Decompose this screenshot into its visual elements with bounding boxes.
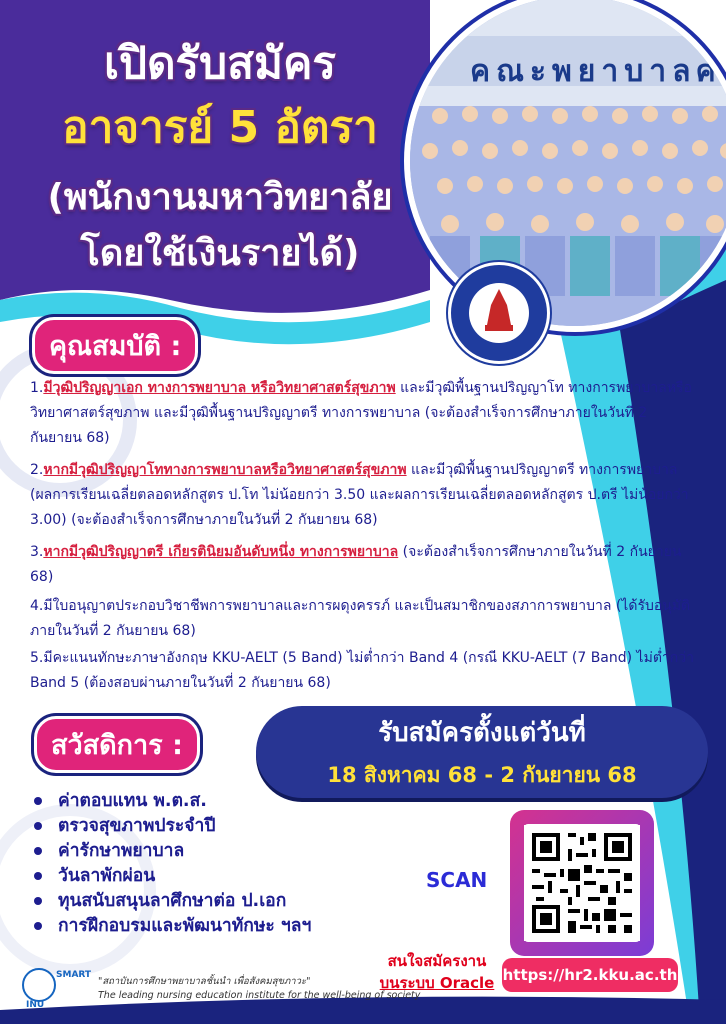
application-heading: รับสมัครตั้งแต่วันที่: [378, 718, 586, 748]
qualification-text: มีใบอนุญาตประกอบวิชาชีพการพยาบาลและการผดุงครรภ์ และเป็นสมาชิกของสภาการพยาบาล (ได้รับอนุมัติภายในวันที่ 2 กันยายน 68): [30, 598, 691, 639]
qualification-text: มีคะแนนทักษะภาษาอังกฤษ KKU-AELT (5 Band) ไม่ต่ำกว่า Band 4 (กรณี KKU-AELT (7 Band) ไม่ต่ำกว่า Band 5 (ต้องสอบผ่านภายในวันที่ 2 กันยายน 68): [30, 650, 694, 691]
benefit-label: ค่ารักษาพยาบาล: [58, 841, 185, 861]
building-sign-text: คณะพยาบาลศ: [470, 54, 722, 89]
inu-smart-logo-icon: [22, 968, 56, 1002]
bullet-icon: [34, 872, 42, 880]
bullet-icon: [34, 822, 42, 830]
qualification-item-3: [30, 540, 698, 590]
benefit-label: ค่าตอบแทน พ.ต.ส.: [58, 791, 207, 811]
qualification-item-4: [30, 594, 698, 644]
qr-code[interactable]: [524, 824, 640, 942]
nursing-seal-logo: [448, 262, 550, 364]
benefit-item: [34, 861, 155, 889]
qualification-item-2: [30, 458, 698, 533]
qualification-text: (จะต้องสำเร็จการศึกษาภายในวันที่ 2 กันยายน 68): [30, 544, 682, 585]
benefit-item: [34, 886, 286, 914]
benefit-item: [34, 911, 311, 939]
interest-line-2: บนระบบ Oracle: [379, 974, 495, 992]
qualification-item-5: [30, 646, 698, 696]
logo-line-1: INU: [26, 1000, 45, 1010]
interest-line-1: สนใจสมัครงาน: [387, 952, 487, 970]
footer-logo-text: [26, 1000, 44, 1011]
qualification-number: 3.: [30, 544, 44, 560]
bullet-icon: [34, 897, 42, 905]
benefit-item: [34, 836, 184, 864]
title-line-2: อาจารย์ 5 อัตรา: [62, 102, 378, 153]
qualification-text: และมีวุฒิพื้นฐานปริญญาตรี ทางการพยาบาล (ผลการเรียนเฉลี่ยตลอดหลักสูตร ป.โท ไม่น้อยกว่า 3.50 และผลการเรียนเฉลี่ยตลอดหลักสูตร ป.ตรี ไม่น้อยกว่า 3.00) (จะต้องสำเร็จการศึกษาภายในวันที่ 2 กันยายน 68): [30, 462, 689, 528]
qualification-number: 2.: [30, 462, 44, 478]
qualifications-heading: คุณสมบัติ :: [32, 317, 198, 374]
title-line-3: (พนักงานมหาวิทยาลัย: [47, 177, 393, 218]
benefit-item: [34, 786, 207, 814]
bullet-icon: [34, 797, 42, 805]
benefit-label: ตรวจสุขภาพประจำปี: [58, 816, 216, 836]
qr-code-frame: [510, 810, 654, 956]
apply-url-button[interactable]: https://hr2.kku.ac.th: [502, 958, 678, 992]
benefit-item: [34, 811, 215, 839]
title-line-1: เปิดรับสมัคร: [103, 38, 337, 89]
benefit-label: ทุนสนับสนุนลาศึกษาต่อ ป.เอก: [58, 891, 287, 911]
footer-logo-text-2: [56, 970, 91, 981]
qualification-number: 1.: [30, 380, 44, 396]
benefit-label: วันลาพักผ่อน: [58, 866, 156, 886]
footer-tagline-thai: "สถาบันการศึกษาพยาบาลชั้นนำ เพื่อสังคมสุขภาวะ": [98, 976, 311, 987]
oracle-apply-note: [362, 950, 512, 994]
bullet-icon: [34, 922, 42, 930]
qualification-highlight: มีวุฒิปริญญาเอก ทางการพยาบาล หรือวิทยาศาสตร์สุขภาพ: [43, 380, 396, 396]
benefits-heading: สวัสดิการ :: [34, 716, 200, 773]
title-line-4: โดยใช้เงินรายได้): [80, 233, 360, 274]
bullet-icon: [34, 847, 42, 855]
qualification-text: และมีวุฒิพื้นฐานปริญญาโท ทางการพยาบาลหรือวิทยาศาสตร์สุขภาพ และมีวุฒิพื้นฐานปริญญาตรี ทางการพยาบาล (จะต้องสำเร็จการศึกษาภายในวันที่ 2 กันยายน 68): [30, 380, 692, 446]
qualification-highlight: หากมีวุฒิปริญญาตรี เกียรตินิยมอันดับหนึ่ง ทางการพยาบาล: [43, 544, 399, 560]
qualification-item-1: [30, 376, 698, 451]
scan-label: SCAN: [426, 868, 488, 892]
qualification-number: 4.: [30, 598, 44, 614]
application-date-banner: [256, 706, 708, 798]
logo-line-2: SMART: [56, 970, 92, 980]
benefit-label: การฝึกอบรมและพัฒนาทักษะ ฯลฯ: [58, 916, 312, 936]
application-dates: 18 สิงหาคม 68 - 2 กันยายน 68: [327, 763, 637, 787]
qualification-highlight: หากมีวุฒิปริญญาโททางการพยาบาลหรือวิทยาศาสตร์สุขภาพ: [43, 462, 407, 478]
qualification-number: 5.: [30, 650, 44, 666]
footer-tagline-english: The leading nursing education institute for the well-being of society: [98, 990, 421, 1001]
